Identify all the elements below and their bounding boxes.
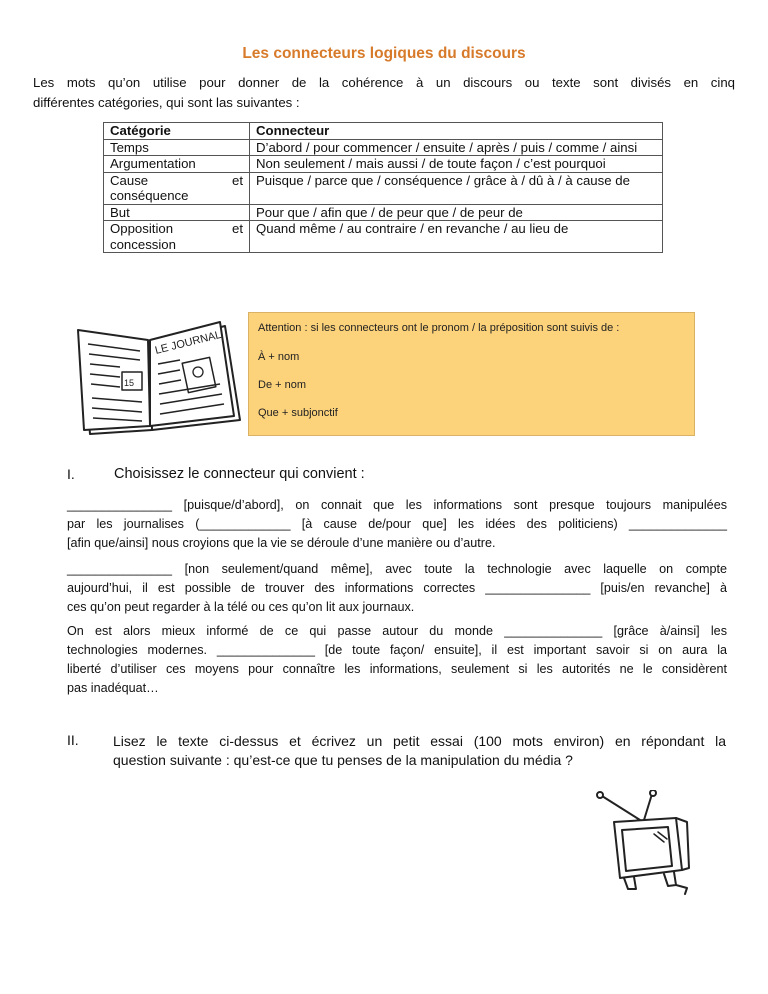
- attention-line-4: Que + subjonctif: [258, 407, 338, 419]
- paragraph-line: pas inadéquat…: [67, 681, 159, 695]
- television-illustration: [592, 790, 692, 905]
- table-header-connector: Connecteur: [250, 123, 663, 140]
- category-cell: But: [104, 204, 250, 221]
- paragraph-line: _______________ [puisque/d’abord], on connait que les informations sont presque toujours manipulées: [67, 498, 727, 512]
- paragraph-line: _______________ [non seulement/quand même], avec toute la technologie avec laquelle on compte: [67, 562, 727, 576]
- table-row: [104, 221, 663, 253]
- paragraph-line: ces qu’on peut regarder à la télé ou ces qu’on lit aux journaux.: [67, 600, 415, 614]
- table-header-category: Catégorie: [104, 123, 250, 140]
- attention-line-2: À + nom: [258, 351, 300, 363]
- exercise-paragraph-3: [67, 622, 727, 698]
- attention-line-3: De + nom: [258, 379, 306, 391]
- question-line-2: question suivante : qu’est-ce que tu penses de la manipulation du média ?: [113, 752, 573, 768]
- category-cell: Cause et conséquence: [104, 172, 250, 204]
- paragraph-line: technologies modernes. ______________ [de toute façon/ ensuite], il est important savoir si on aura la: [67, 643, 727, 657]
- paragraph-line: On est alors mieux informé de ce qui passe autour du monde ______________ [grâce à/ainsi] les: [67, 624, 727, 638]
- paragraph-line: liberté d’utiliser ces moyens pour connaître les informations, seulement si les autorités ne le considèrent: [67, 662, 727, 676]
- table-row: [104, 139, 663, 156]
- intro-paragraph: [33, 73, 735, 113]
- section-1-title: Choisissez le connecteur qui convient :: [114, 466, 365, 482]
- category-cell: Argumentation: [104, 156, 250, 173]
- table-row: [104, 156, 663, 173]
- exercise-paragraph-1: [67, 496, 727, 553]
- table-row: [104, 172, 663, 204]
- table-row: [104, 204, 663, 221]
- section-2-number: II.: [67, 732, 79, 748]
- newspaper-illustration: [60, 312, 245, 442]
- paragraph-line: par les journalises (_____________ [à cause de/pour que] les idées des politiciens) ______________: [67, 517, 727, 531]
- attention-box: [248, 312, 695, 436]
- section-2-question: [113, 732, 726, 770]
- connector-cell: Pour que / afin que / de peur que / de peur de: [250, 204, 663, 221]
- exercise-paragraph-2: [67, 560, 727, 617]
- question-line-1: Lisez le texte ci-dessus et écrivez un petit essai (100 mots environ) en répondant la: [113, 733, 726, 749]
- connector-cell: Non seulement / mais aussi / de toute façon / c’est pourquoi: [250, 156, 663, 173]
- category-cell: Opposition et concession: [104, 221, 250, 253]
- attention-line-1: Attention : si les connecteurs ont le pronom / la préposition sont suivis de :: [258, 322, 620, 334]
- connector-cell: Quand même / au contraire / en revanche / au lieu de: [250, 221, 663, 253]
- newspaper-masthead: LE JOURNAL: [153, 328, 223, 357]
- newspaper-box-text: 15: [124, 378, 135, 388]
- connector-cell: Puisque / parce que / conséquence / grâce à / dû à / à cause de: [250, 172, 663, 204]
- category-cell: Temps: [104, 139, 250, 156]
- paragraph-line: [afin que/ainsi] nous croyions que la vie se déroule d’une manière ou d’autre.: [67, 536, 496, 550]
- paragraph-line: aujourd’hui, il est possible de trouver des informations correctes _______________ [puis/en revanche] à: [67, 581, 727, 595]
- intro-line-2: différentes catégories, qui sont las suivantes :: [33, 95, 300, 110]
- intro-line-1: Les mots qu’on utilise pour donner de la cohérence à un discours ou texte sont divisés en cinq: [33, 75, 735, 90]
- connectors-table: [103, 122, 663, 253]
- section-1-number: I.: [67, 466, 75, 482]
- table-header-row: [104, 123, 663, 140]
- page-title: Les connecteurs logiques du discours: [242, 45, 526, 62]
- connector-cell: D’abord / pour commencer / ensuite / après / puis / comme / ainsi: [250, 139, 663, 156]
